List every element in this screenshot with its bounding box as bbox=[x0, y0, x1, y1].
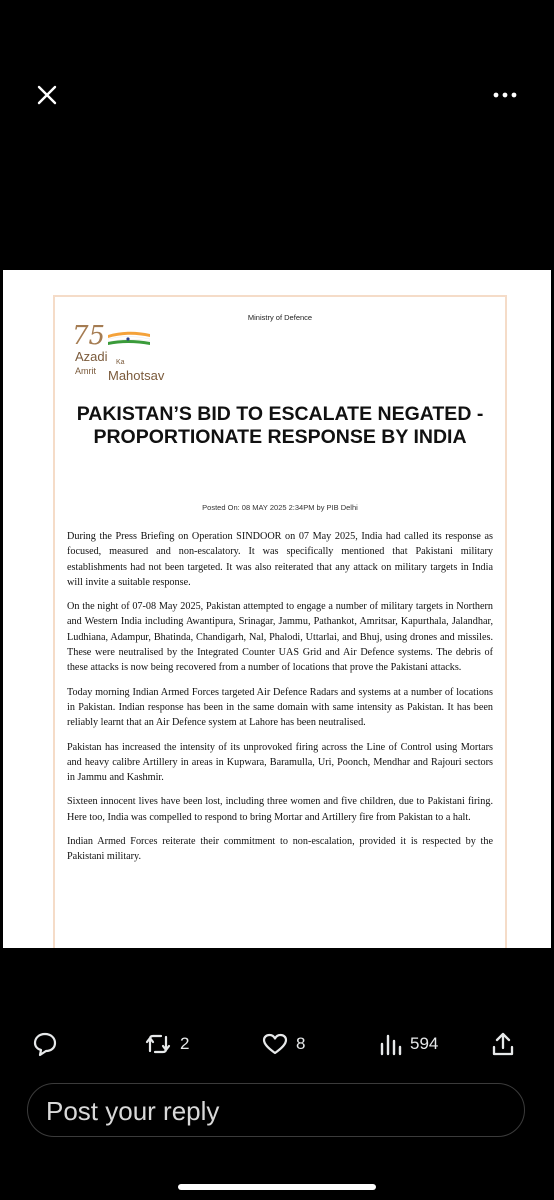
home-indicator bbox=[178, 1184, 376, 1190]
repost-count: 2 bbox=[180, 1034, 190, 1053]
views-icon bbox=[378, 1032, 402, 1056]
paragraph: During the Press Briefing on Operation SINDOOR on 07 May 2025, India had called its response as focused, measured and non-escalatory. It was specifically mentioned that Pakistani military establishments had not been targeted. It was also reiterated that any attack on military targets in India will invite a suitable response. bbox=[67, 531, 493, 588]
reply-box[interactable] bbox=[27, 1083, 525, 1137]
more-horizontal-icon bbox=[493, 91, 517, 99]
press-release-title: PAKISTAN’S BID TO ESCALATE NEGATED - PROPORTIONATE RESPONSE BY INDIA bbox=[76, 403, 484, 448]
press-release-body bbox=[67, 529, 493, 874]
reply-input[interactable] bbox=[44, 1084, 508, 1138]
repost-icon bbox=[144, 1031, 172, 1057]
share-icon bbox=[490, 1031, 516, 1057]
paragraph: Pakistan has increased the intensity of its unprovoked firing across the Line of Control using Mortars and heavy calibre Artillery in areas in Kupwara, Baramulla, Uri, Poonch, Mendhar and Rajouri sectors in Jammu and Kashmir. bbox=[67, 741, 493, 784]
close-icon bbox=[36, 84, 58, 106]
post-action-bar bbox=[0, 1022, 554, 1066]
paragraph: Today morning Indian Armed Forces targeted Air Defence Radars and systems at a number of locations in Pakistan. Indian response has been in the same domain with same intensity as Pakistan. It has been reliably learnt that an Air Defence system at Lahore has been neutralised. bbox=[67, 686, 493, 729]
media-image[interactable] bbox=[3, 270, 551, 948]
flag-swoosh-icon bbox=[108, 331, 150, 345]
more-options-button[interactable] bbox=[480, 72, 530, 118]
reply-button[interactable] bbox=[32, 1022, 66, 1066]
azadi-ka-amrit-mahotsav-logo: 75 Azadi Ka Amrit Mahotsav bbox=[72, 321, 165, 383]
share-button[interactable] bbox=[490, 1022, 516, 1066]
like-count: 8 bbox=[296, 1034, 306, 1053]
views-count: 594 bbox=[410, 1034, 439, 1053]
paragraph: Sixteen innocent lives have been lost, including three women and five children, due to Pakistani firing. Here too, India was compelled to respond to bring Mortar and Artillery fire from Pakistan to a halt. bbox=[67, 796, 493, 823]
repost-button[interactable] bbox=[144, 1022, 189, 1066]
ministry-label: Ministry of Defence bbox=[247, 313, 313, 322]
like-button[interactable] bbox=[262, 1022, 305, 1066]
paragraph: Indian Armed Forces reiterate their commitment to non-escalation, provided it is respected by the Pakistani military. bbox=[67, 836, 493, 863]
heart-icon bbox=[262, 1032, 288, 1056]
paragraph: On the night of 07-08 May 2025, Pakistan attempted to engage a number of military targets in Northern and Western India including Awantipura, Srinagar, Jammu, Pathankot, Amritsar, Kapurthala, Jalandhar, Ludhiana, Adampur, Bhatinda, Chandigarh, Nal, Phalodi, Uttarlai, and Bhuj, using drones and missiles. These were neutralised by the Integrated Counter UAS Grid and Air Defence systems. The debris of these attacks is now being recovered from a number of locations that prove the Pakistani attacks. bbox=[67, 601, 493, 674]
close-button[interactable] bbox=[24, 72, 70, 118]
press-release-document bbox=[53, 295, 507, 948]
posted-on-line: Posted On: 08 MAY 2025 2:34PM by PIB Delhi bbox=[202, 503, 358, 512]
views-button[interactable] bbox=[378, 1022, 438, 1066]
reply-icon bbox=[32, 1031, 58, 1057]
